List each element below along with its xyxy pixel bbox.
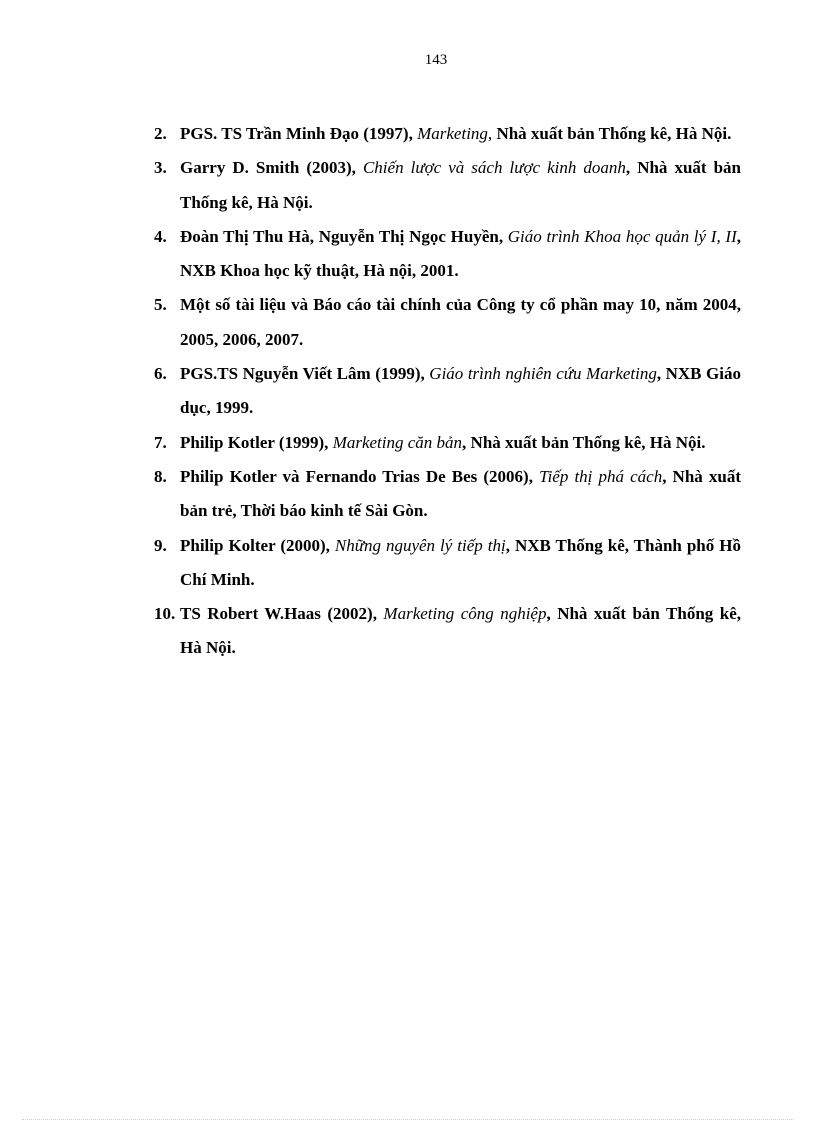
reference-title: Tiếp thị phá cách (539, 466, 663, 486)
reference-item (154, 426, 741, 460)
reference-authors: TS Robert W.Haas (2002), (180, 604, 384, 624)
reference-text (180, 426, 741, 460)
reference-authors: PGS. TS Trần Minh Đạo (1997), (180, 124, 418, 143)
reference-number: 9. (154, 535, 167, 555)
reference-title: Những nguyên lý tiếp thị (334, 535, 506, 555)
reference-item (154, 460, 741, 529)
reference-publisher: , NXB Khoa học kỹ thuật, Hà nội, 2001. (180, 226, 741, 281)
reference-item (154, 117, 741, 151)
reference-title: Giáo trình Khoa học quản lý I, II (507, 226, 737, 246)
reference-text (180, 460, 741, 529)
reference-text (180, 529, 741, 598)
reference-title: Marketing công nghiệp (383, 604, 547, 624)
reference-number: 4. (154, 226, 167, 246)
reference-publisher: , Nhà xuất bản Thống kê, Hà Nội. (180, 604, 741, 658)
reference-item (154, 357, 741, 426)
page-number: 143 (424, 52, 448, 68)
reference-number: 6. (154, 364, 167, 384)
reference-text (180, 357, 741, 426)
reference-publisher: , Nhà xuất bản Thống kê, Hà Nội. (180, 158, 741, 212)
page-bottom-divider (22, 1119, 794, 1120)
reference-authors: Đoàn Thị Thu Hà, Nguyễn Thị Ngọc Huyền, (180, 226, 508, 246)
reference-title: Chiến lược và sách lược kinh doanh (362, 158, 626, 178)
reference-authors: Một số tài liệu và Báo cáo tài chính của Công ty cổ phần may 10, năm 2004, 2005, 2006, 2007. (180, 295, 741, 349)
reference-authors: Philip Kotler và Fernando Trias De Bes (2006), (180, 466, 540, 486)
reference-item (154, 529, 741, 598)
reference-number: 8. (154, 466, 167, 486)
reference-publisher: , NXB Giáo dục, 1999. (180, 364, 741, 418)
reference-publisher: , Nhà xuất bản trẻ, Thời báo kinh tế Sài Gòn. (180, 466, 742, 521)
reference-text (180, 151, 741, 220)
reference-item (154, 288, 741, 357)
reference-item (154, 220, 741, 289)
reference-item (154, 597, 741, 666)
reference-item (154, 151, 741, 220)
reference-publisher: Nhà xuất bản Thống kê, Hà Nội. (492, 124, 732, 143)
reference-title: Marketing căn bản (332, 432, 463, 452)
reference-title: Marketing, (417, 124, 493, 143)
reference-text (180, 288, 741, 357)
reference-number: 5. (154, 295, 167, 315)
reference-authors: Philip Kotler (1999), (180, 432, 333, 452)
reference-number: 3. (154, 158, 167, 178)
reference-authors: Garry D. Smith (2003), (180, 158, 363, 178)
reference-publisher: , NXB Thống kê, Thành phố Hồ Chí Minh. (180, 535, 741, 589)
reference-authors: Philip Kolter (2000), (180, 535, 335, 555)
reference-publisher: , Nhà xuất bản Thống kê, Hà Nội. (462, 432, 706, 452)
reference-list (154, 117, 741, 666)
reference-number: 7. (154, 432, 167, 452)
reference-text (180, 597, 741, 666)
reference-title: Giáo trình nghiên cứu Marketing (429, 364, 657, 384)
reference-text (180, 220, 741, 289)
reference-number: 10. (154, 604, 176, 624)
reference-number: 2. (154, 124, 167, 143)
reference-authors: PGS.TS Nguyễn Viết Lâm (1999), (180, 364, 430, 384)
reference-text (180, 117, 741, 151)
